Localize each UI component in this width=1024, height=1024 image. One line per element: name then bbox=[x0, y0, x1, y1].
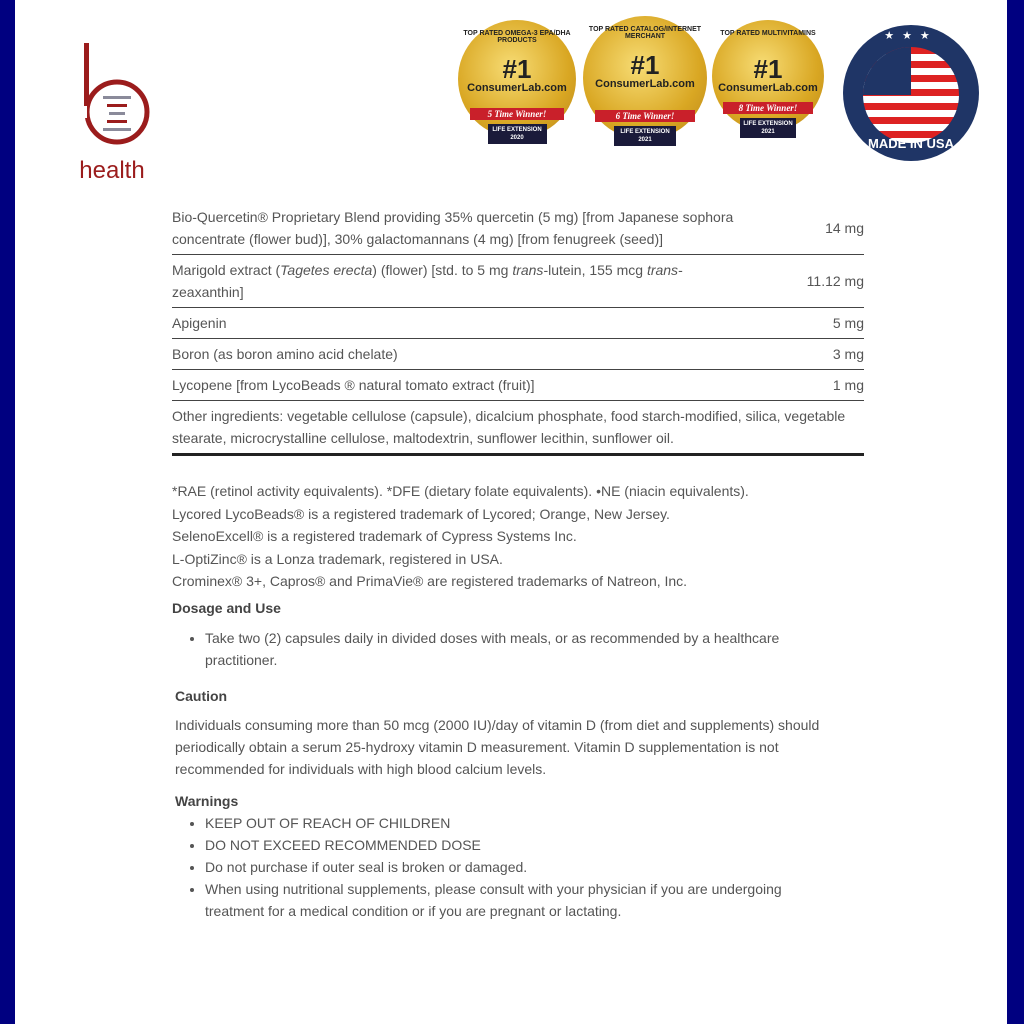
table-row: Bio-Quercetin® Proprietary Blend providing 35% quercetin (5 mg) [from Japanese sophora concentrate (flower bud)], 30% galactomannans (4 mg) [from fenugreek (seed)] 14 mg bbox=[172, 202, 864, 255]
consumerlab-badge-omega3: TOP RATED OMEGA-3 EPA/DHA PRODUCTS #1 ConsumerLab.com 5 Time Winner! LIFE EXTENSION 2020 bbox=[458, 20, 576, 138]
stars-icon: ★★★ bbox=[884, 30, 938, 42]
warnings-section: Warnings • KEEP OUT OF REACH OF CHILDREN • DO NOT EXCEED RECOMMENDED DOSE • Do not purchase if outer seal is broken or damaged. • When using nutritional supplements, please consult with your physician if you are undergoing treatment for a medical condition or if you are pregnant or lactating. bbox=[175, 790, 875, 922]
table-row: Boron (as boron amino acid chelate) 3 mg bbox=[172, 339, 864, 370]
made-in-usa-badge: ★★★ MADE IN USA bbox=[843, 25, 979, 161]
caution-section: Caution Individuals consuming more than 50 mcg (2000 IU)/day of vitamin D (from diet and supplements) should periodically obtain a serum 25-hydroxy vitamin D measurement. Vitamin D supplementation is not recommended for individuals with high blood calcium levels. bbox=[175, 688, 820, 777]
consumerlab-badge-merchant: TOP RATED CATALOG/INTERNET MERCHANT #1 ConsumerLab.com 6 Time Winner! LIFE EXTENSION 2021 bbox=[583, 16, 707, 140]
table-row: Apigenin 5 mg bbox=[172, 308, 864, 339]
us-flag-icon bbox=[863, 47, 959, 143]
table-row: Lycopene [from LycoBeads ® natural tomato extract (fruit)] 1 mg bbox=[172, 370, 864, 401]
table-row: Marigold extract (Tagetes erecta) (flower) [std. to 5 mg trans-lutein, 155 mcg trans-zeaxanthin] 11.12 mg bbox=[172, 255, 864, 308]
dosage-section: Dosage and Use • Take two (2) capsules daily in divided doses with meals, or as recommended by a healthcare practitioner. bbox=[172, 597, 872, 671]
page bbox=[15, 0, 1007, 1024]
consumerlab-badge-multivitamins: TOP RATED MULTIVITAMINS #1 ConsumerLab.com 8 Time Winner! LIFE EXTENSION 2021 bbox=[712, 20, 824, 132]
supplement-facts-table bbox=[172, 202, 864, 456]
other-ingredients-row: Other ingredients: vegetable cellulose (capsule), dicalcium phosphate, food starch-modified, silica, vegetable stearate, microcrystalline cellulose, maltodextrin, sunflower lecithin, sunflower oil. bbox=[172, 401, 864, 455]
logo-b-icon bbox=[67, 40, 167, 150]
logo-text: health bbox=[79, 157, 145, 184]
footnotes: *RAE (retinol activity equivalents). *DFE (dietary folate equivalents). •NE (niacin equivalents). Lycored LycoBeads® is a registered trademark of Lycored; Orange, New Jersey. SelenoExcell® is a registered trademark of Cypress Systems Inc. L-OptiZinc® is a Lonza trademark, registered in USA. Crominex® 3+, Capros® and PrimaVie® are registered trademarks of Natreon, Inc. bbox=[172, 483, 749, 589]
b-health-logo bbox=[67, 40, 167, 185]
